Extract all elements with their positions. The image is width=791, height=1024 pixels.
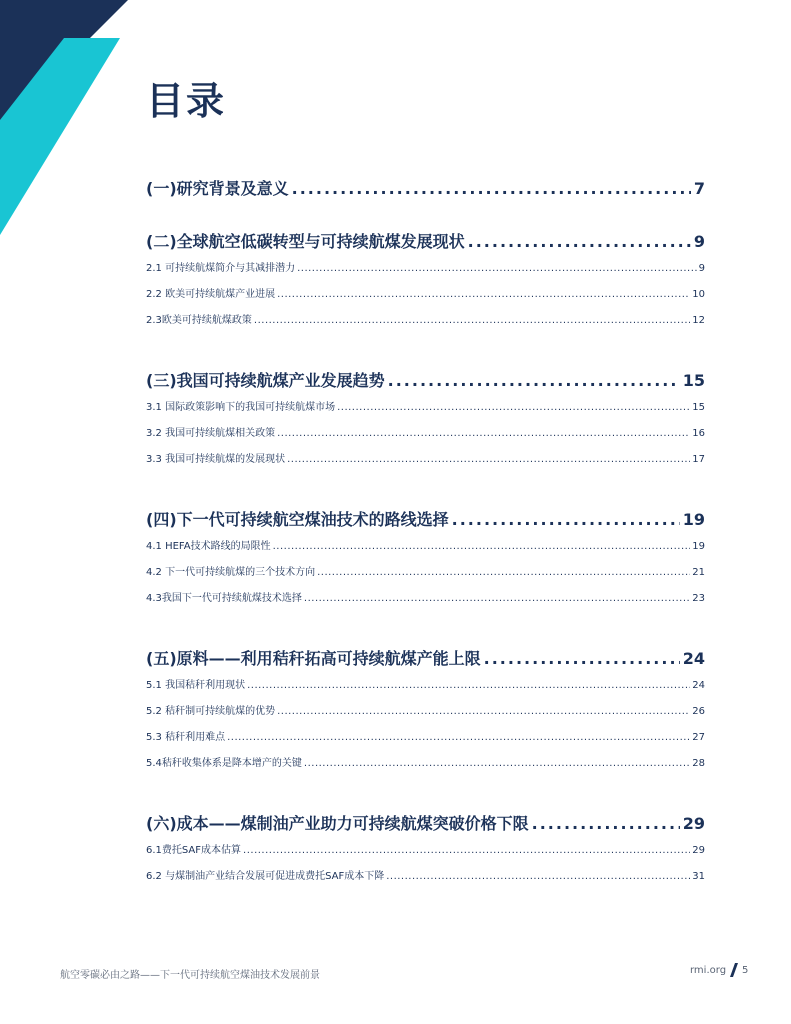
dot-leader bbox=[247, 673, 690, 699]
toc-section-row[interactable] bbox=[146, 175, 705, 203]
dot-leader bbox=[243, 838, 690, 864]
dot-leader bbox=[386, 864, 690, 890]
toc-item-row[interactable] bbox=[146, 699, 705, 725]
toc-section-3 bbox=[146, 367, 705, 473]
toc-section-title: (一)研究背景及意义 bbox=[146, 179, 289, 198]
toc-item-row[interactable] bbox=[146, 256, 705, 282]
toc-item-title: 3.1 国际政策影响下的我国可持续航煤市场 bbox=[146, 402, 336, 413]
toc-item-page: 21 bbox=[692, 567, 705, 578]
footer-page-number: 5 bbox=[742, 964, 749, 976]
dot-leader bbox=[337, 395, 690, 421]
toc-item-page: 31 bbox=[692, 871, 705, 882]
toc-section-1 bbox=[146, 175, 705, 203]
toc-item-row[interactable] bbox=[146, 534, 705, 560]
dot-leader bbox=[452, 506, 680, 534]
toc-item-title: 4.1 HEFA技术路线的局限性 bbox=[146, 541, 271, 552]
toc-item-title: 5.3 秸秆利用难点 bbox=[146, 732, 226, 743]
toc-item-title: 5.4秸秆收集体系是降本增产的关键 bbox=[146, 758, 302, 769]
toc-item-row[interactable] bbox=[146, 421, 705, 447]
dot-leader bbox=[304, 751, 690, 777]
toc-section-row[interactable] bbox=[146, 645, 705, 673]
toc-item-title: 2.3欧美可持续航煤政策 bbox=[146, 315, 252, 326]
toc-item-row[interactable] bbox=[146, 560, 705, 586]
slash-divider-icon bbox=[730, 963, 738, 977]
toc-item-row[interactable] bbox=[146, 838, 705, 864]
toc-item-page: 27 bbox=[692, 732, 705, 743]
toc-section-title: (二)全球航空低碳转型与可持续航煤发展现状 bbox=[146, 232, 465, 251]
toc-item-title: 5.2 秸秆制可持续航煤的优势 bbox=[146, 706, 276, 717]
toc-item-title: 2.1 可持续航煤简介与其减排潜力 bbox=[146, 263, 296, 274]
toc-item-row[interactable] bbox=[146, 282, 705, 308]
dot-leader bbox=[254, 308, 690, 334]
toc-item-page: 28 bbox=[692, 758, 705, 769]
dot-leader bbox=[468, 228, 691, 256]
toc-section-title: (四)下一代可持续航空煤油技术的路线选择 bbox=[146, 510, 449, 529]
toc-item-row[interactable] bbox=[146, 586, 705, 612]
toc-section-title: (三)我国可持续航煤产业发展趋势 bbox=[146, 371, 385, 390]
toc-item-title: 6.1费托SAF成本估算 bbox=[146, 845, 242, 856]
toc-section-row[interactable] bbox=[146, 228, 705, 256]
toc-item-page: 16 bbox=[692, 428, 705, 439]
toc-section-6 bbox=[146, 810, 705, 890]
toc-item-page: 26 bbox=[692, 706, 705, 717]
toc-item-page: 29 bbox=[692, 845, 705, 856]
toc-section-2 bbox=[146, 228, 705, 334]
footer-site-link[interactable]: rmi.org bbox=[690, 964, 727, 976]
dot-leader bbox=[532, 810, 680, 838]
toc-item-page: 24 bbox=[692, 680, 705, 691]
toc-item-title: 3.2 我国可持续航煤相关政策 bbox=[146, 428, 276, 439]
corner-decoration bbox=[0, 0, 140, 240]
dot-leader bbox=[292, 175, 691, 203]
toc-item-title: 4.2 下一代可持续航煤的三个技术方向 bbox=[146, 567, 316, 578]
dot-leader bbox=[273, 534, 691, 560]
toc-section-row[interactable] bbox=[146, 810, 705, 838]
toc-section-title: (五)原料——利用秸秆拓高可持续航煤产能上限 bbox=[146, 649, 481, 668]
dot-leader bbox=[317, 560, 690, 586]
footer-document-title: 航空零碳必由之路——下一代可持续航空煤油技术发展前景 bbox=[60, 970, 320, 981]
dot-leader bbox=[277, 282, 690, 308]
toc-item-page: 17 bbox=[692, 454, 705, 465]
dot-leader bbox=[287, 447, 690, 473]
toc-section-5 bbox=[146, 645, 705, 777]
toc-item-page: 19 bbox=[692, 541, 705, 552]
toc-item-page: 9 bbox=[698, 263, 705, 274]
dot-leader bbox=[304, 586, 690, 612]
toc-item-row[interactable] bbox=[146, 751, 705, 777]
dot-leader bbox=[484, 645, 680, 673]
toc-section-page: 9 bbox=[693, 232, 705, 251]
toc-item-row[interactable] bbox=[146, 308, 705, 334]
toc-item-page: 12 bbox=[692, 315, 705, 326]
dot-leader bbox=[297, 256, 697, 282]
toc-section-page: 7 bbox=[693, 179, 705, 198]
toc-item-title: 4.3我国下一代可持续航煤技术选择 bbox=[146, 593, 302, 604]
toc-section-row[interactable] bbox=[146, 506, 705, 534]
dot-leader bbox=[227, 725, 690, 751]
toc-section-page: 15 bbox=[682, 371, 705, 390]
toc-item-title: 2.2 欧美可持续航煤产业进展 bbox=[146, 289, 276, 300]
toc-section-page: 19 bbox=[682, 510, 705, 529]
toc-item-row[interactable] bbox=[146, 864, 705, 890]
toc-section-row[interactable] bbox=[146, 367, 705, 395]
toc-item-row[interactable] bbox=[146, 725, 705, 751]
toc-section-page: 29 bbox=[682, 814, 705, 833]
toc-item-row[interactable] bbox=[146, 395, 705, 421]
page-title: 目录 bbox=[146, 79, 227, 123]
toc-item-title: 5.1 我国秸秆利用现状 bbox=[146, 680, 246, 691]
toc-section-title: (六)成本——煤制油产业助力可持续航煤突破价格下限 bbox=[146, 814, 529, 833]
toc-item-page: 15 bbox=[692, 402, 705, 413]
toc-section-4 bbox=[146, 506, 705, 612]
toc-item-page: 10 bbox=[692, 289, 705, 300]
table-of-contents bbox=[146, 175, 705, 890]
dot-leader bbox=[388, 367, 680, 395]
toc-item-row[interactable] bbox=[146, 447, 705, 473]
toc-item-page: 23 bbox=[692, 593, 705, 604]
dot-leader bbox=[277, 421, 690, 447]
footer-page-info bbox=[690, 963, 748, 977]
toc-item-row[interactable] bbox=[146, 673, 705, 699]
dot-leader bbox=[277, 699, 690, 725]
toc-item-title: 6.2 与煤制油产业结合发展可促进成费托SAF成本下降 bbox=[146, 871, 385, 882]
toc-item-title: 3.3 我国可持续航煤的发展现状 bbox=[146, 454, 286, 465]
toc-section-page: 24 bbox=[682, 649, 705, 668]
